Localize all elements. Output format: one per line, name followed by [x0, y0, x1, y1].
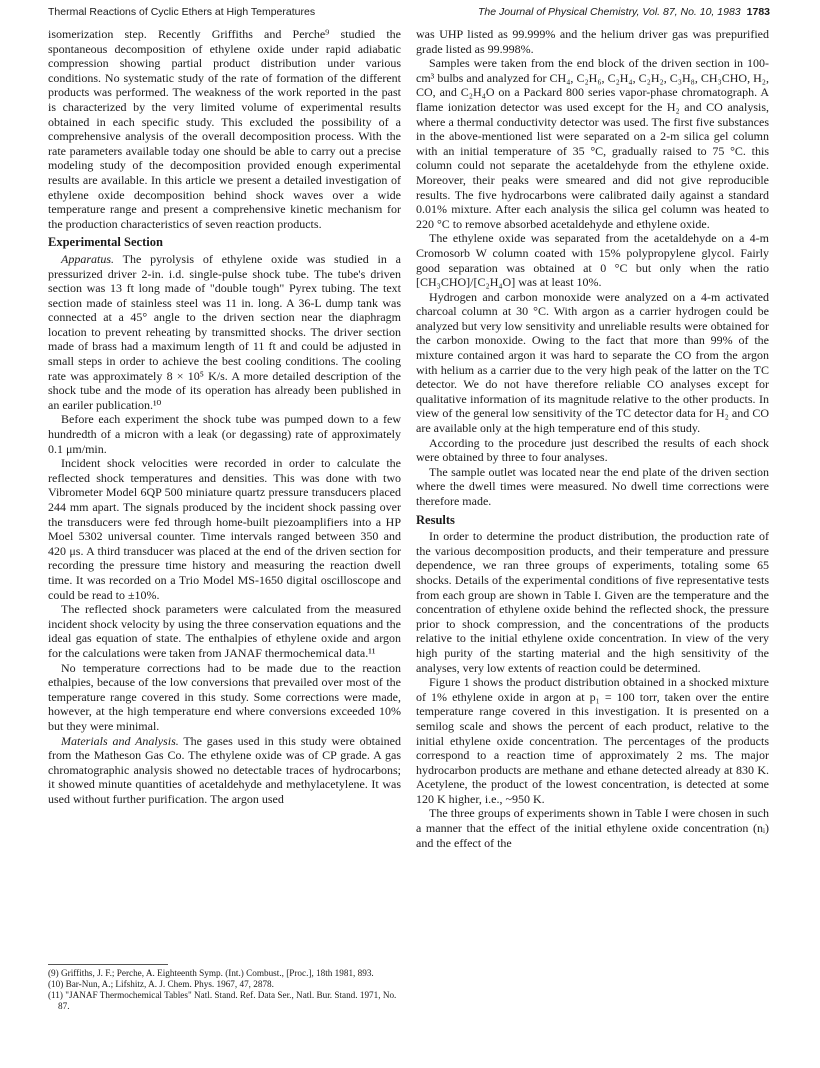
pumping-paragraph: Before each experiment the shock tube was pumped down to a few hundredth of a micron with a leak (or degassing) rate of approximately 0.1 μm/min. [48, 412, 401, 456]
apparatus-paragraph [48, 252, 401, 413]
footnote-rule [48, 964, 168, 965]
running-header [48, 6, 770, 22]
experimental-section-heading: Experimental Section [48, 235, 163, 250]
materials-label: Materials and Analysis. [61, 733, 179, 748]
journal-name: The Journal of Physical Chemistry, Vol. 87, No. 10, 1983 [478, 6, 741, 18]
figure-1-paragraph: Figure 1 shows the product distribution obtained in a shocked mixture of 1% ethylene oxide in argon at p₁ = 100 torr, taken over the entire temperature range covered in this investigation. It is presented on a semilog scale and shows the percent of each product, relative to the initial ethylene oxide concentration. The percentages of the products correspond to a reaction time of approximately 2 ms. The major hydrocarbon products are methane and ethane detected already at 830 K. Acetylene, the product of the lowest concentration, is detected at some 120 K higher, i.e., ~950 K. [416, 675, 769, 806]
shock-velocity-paragraph: Incident shock velocities were recorded in order to calculate the reflected shock temperatures and densities. This was done with two Vibrometer Model 6QP 500 miniature quartz pressure transducers placed 244 mm apart. The signals produced by the incident shock passing over the transducers were fed through home-built piezoamplifiers into a HP Moel 5302 universal counter. Time intervals ranged between 350 and 420 μs. A third transducer was placed at the end of the driven section for recording the pressure time history and measuring the reaction dwell time. It was recorded on a Trio Model MS-1650 digital oscilloscope and could be read to ±10%. [48, 456, 401, 602]
right-column [416, 27, 769, 850]
procedure-paragraph: According to the procedure just described the results of each shock were obtained by three to four analyses. [416, 435, 769, 465]
apparatus-text: The pyrolysis of ethylene oxide was studied in a pressurized driver 2-in. i.d. single-pulse shock tube. The tube's driven section was 13 ft long made of "double tough" Pyrex tubing. The text section made of stainless steel was 11 in. long. A 36-L dump tank was connected at a 45° angle to the driven section near the diaphragm location to prevent reheating by transmitted shocks. The driver section made of brass had a maximum length of 11 ft and could be adjusted in small steps in order to achieve the best cooling conditions. The cooling rate was approximately 8 × 10⁵ K/s. A more detailed description of the shock tube and the mode of its operation has already been published in an eariler publication.¹⁰ [48, 251, 401, 412]
apparatus-label: Apparatus. [61, 251, 115, 266]
temperature-corrections-paragraph: No temperature corrections had to be made due to the reaction ethalpies, because of the low conversions that prevailed over most of the temperature range covered in this study. Some corrections were made, however, at the high temperature end where conversions exceeded 10% but they were minimal. [48, 660, 401, 733]
page-number: 1783 [746, 6, 770, 18]
sample-outlet-paragraph: The sample outlet was located near the end plate of the driven section where the dwell times were measured. No dwell time corrections were therefore made. [416, 464, 769, 508]
sampling-paragraph: Samples were taken from the end block of the driven section in 100-cm³ bulbs and analyzed for CH₄, C₂H₆, C₂H₄, C₂H₂, C₃H₈, CH₃CHO, H₂, CO, and C₂H₄O on a Packard 800 series vapor-phase chromatograph. A flame ionization detector was used except for the H₂ and CO analysis, where a thermal conductivity detector was used. The first five substances in the above-mentioned list were separated on a 2-m silica gel column with an initial temperature of 35 °C, gradually raised to 75 °C. this column could not separate the acetaldehyde from the ethylene oxide. Moreover, their peaks were smeared and did not give reproducible results. The five hydrocarbons were calibrated daily against a standard 0.01% mixture. After each analysis the silica gel column was heated to 220 °C to remove absorbed acetaldehyde and ethylene oxide. [416, 56, 769, 231]
left-column [48, 27, 401, 806]
footnotes [48, 964, 401, 1012]
footnote-9: (9) Griffiths, J. F.; Perche, A. Eighteenth Symp. (Int.) Combust., [Proc.], 18th 1981, 893. [48, 968, 374, 978]
results-section-heading: Results [416, 512, 455, 527]
materials-text: The gases used in this study were obtained from the Matheson Gas Co. The ethylene oxide was of CP grade. A gas chromatographic analysis showed no detectable traces of hydrocarbons; it showed minute quantities of acetaldehyde and methylacetylene. It was used without further purification. The argon used [48, 733, 401, 806]
results-paragraph-1: In order to determine the product distribution, the production rate of the various decomposition products, and their temperature and pressure dependence, we ran three groups of experiments, totaling some 65 shocks. Details of the experimental conditions of five representative tests from each group are shown in Table I. Given are the temperature and the concentration of ethylene oxide behind the reflected shock, the pressure prior to shock compression, and the concentrations of the products relative to the initial ethylene oxide concentration. In view of the very high purity of the starting material and the high sensitivity of the analyses, very low extents of reaction could be determined. [416, 529, 769, 675]
footnote-11: (11) "JANAF Thermochemical Tables" Natl. Stand. Ref. Data Ser., Natl. Bur. Stand. 1971, No. 87. [48, 990, 397, 1011]
materials-paragraph [48, 734, 401, 807]
journal-citation [478, 6, 770, 18]
separation-paragraph: The ethylene oxide was separated from the acetaldehyde on a 4-m Cromosorb W column coated with 15% polypropylene glycol. Fairly good separation was obtained at 0 °C but only when the ratio [CH₃CHO]/[C₂H₄O] was at least 10%. [416, 231, 769, 290]
footnote-10: (10) Bar-Nun, A.; Lifshitz, A. J. Chem. Phys. 1967, 47, 2878. [48, 979, 274, 989]
reflected-shock-paragraph: The reflected shock parameters were calculated from the measured incident shock velocity by using the three conservation equations and the ideal gas equation of state. The enthalpies of ethylene oxide and argon for the calculations were taken from JANAF thermochemical data.¹¹ [48, 602, 401, 660]
running-title: Thermal Reactions of Cyclic Ethers at High Temperatures [48, 6, 316, 18]
intro-paragraph-end: isomerization step. Recently Griffiths and Perche⁹ studied the spontaneous decomposition of ethylene oxide under rapid adiabatic compression showing partial product distribution under various conditions. No systematic study of the rate of formation of the different products was performed. The weakness of the work reported in the past is characterized by the very limited volume of experimental results obtained in each specific study. This excluded the possibility of a comprehensive analysis of the overall decomposition process. With the rate parameters available today one should be able to carry out a precise modeling study of the decomposition provided enough experimental results are available. In this article we present a detailed investigation of ethylene oxide decomposition behind shock waves over a wide temperature range and present a comprehensive kinetic mechanism for the production characteristics of seven reaction products. [48, 27, 401, 231]
table-groups-paragraph: The three groups of experiments shown in Table I were chosen in such a manner that the effect of the initial ethylene oxide concentration (nᵢ) and the effect of the [416, 806, 769, 850]
argon-purity-paragraph: was UHP listed as 99.999% and the helium driver gas was prepurified grade listed as 99.998%. [416, 27, 769, 56]
hydrogen-co-paragraph: Hydrogen and carbon monoxide were analyzed on a 4-m activated charcoal column at 30 °C. With argon as a carrier hydrogen could be analyzed but very low sensitivity and unreliable results were obtained for the carbon monoxide. Owing to the fact that more than 99% of the mixture contained argon it was hard to separate the CO from the argon with helium as a carrier due to the very high peak of the latter on the TC detector. We do not have therefore reliable CO analyses except for qualitative information of its magnitude relative to the other products. In view of the general low sensitivity of the TC detector data for H₂ and CO are available only at the high temperature end of this study. [416, 289, 769, 436]
